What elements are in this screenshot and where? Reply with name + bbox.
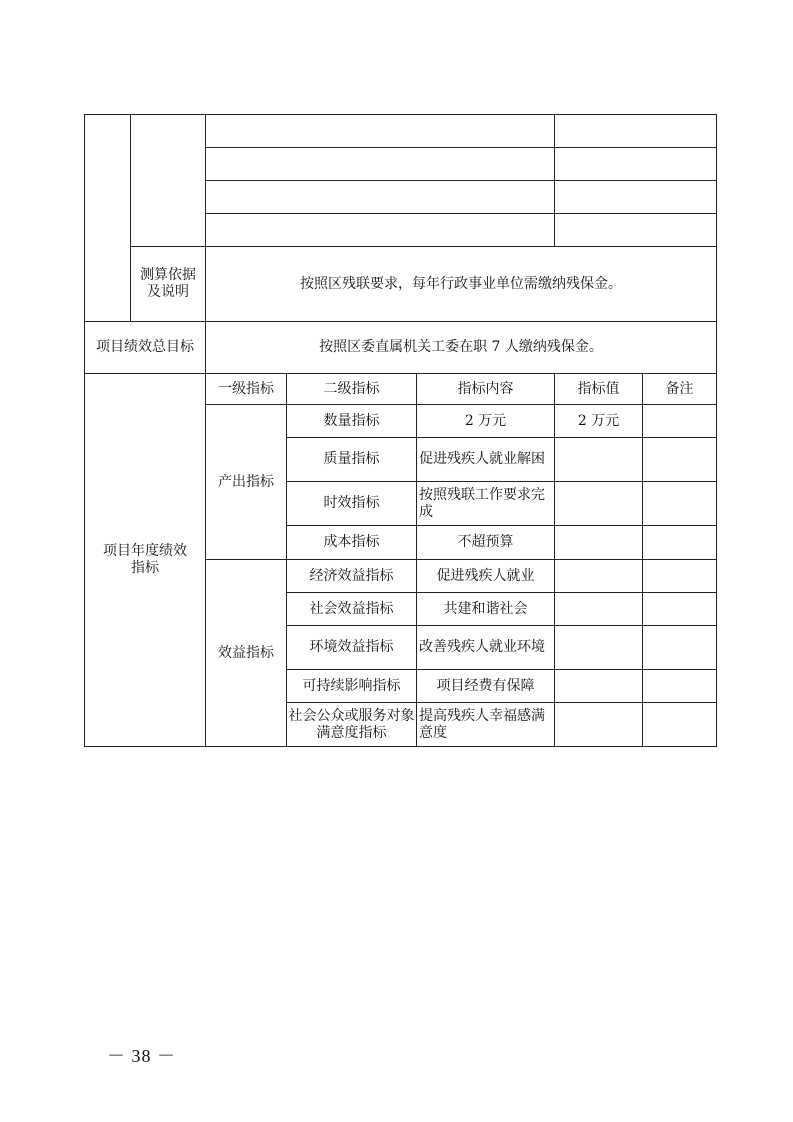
benefit-remark: [643, 670, 717, 703]
benefit-content: 提高残疾人幸福感满意度: [417, 703, 555, 747]
output-level2: 质量指标: [287, 438, 417, 482]
overall-goal-label: 项目绩效总目标: [85, 322, 206, 374]
blank-cell: [555, 148, 717, 181]
header-level1: 一级指标: [206, 374, 287, 405]
blank-cell: [206, 181, 555, 214]
blank-cell: [555, 181, 717, 214]
benefit-value: [555, 703, 643, 747]
header-value: 指标值: [555, 374, 643, 405]
output-level2: 数量指标: [287, 405, 417, 438]
blank-cell: [206, 214, 555, 247]
benefit-value: [555, 593, 643, 626]
benefit-content: 改善残疾人就业环境: [417, 626, 555, 670]
performance-table: [84, 114, 717, 747]
benefit-remark: [643, 626, 717, 670]
output-remark: [643, 438, 717, 482]
basis-text: 按照区残联要求，每年行政事业单位需缴纳残保金。: [206, 247, 717, 322]
header-level2: 二级指标: [287, 374, 417, 405]
output-content: 按照残联工作要求完成: [417, 482, 555, 526]
header-remark: 备注: [643, 374, 717, 405]
continuation-cell-sub: [131, 115, 206, 247]
output-value: [555, 482, 643, 526]
output-content: 2 万元: [417, 405, 555, 438]
benefit-content: 促进残疾人就业: [417, 560, 555, 593]
basis-label: 测算依据及说明: [131, 247, 206, 322]
output-level2: 成本指标: [287, 526, 417, 560]
benefit-content: 共建和谐社会: [417, 593, 555, 626]
benefit-content: 项目经费有保障: [417, 670, 555, 703]
annual-indicator-label: 项目年度绩效指标: [85, 374, 206, 747]
benefit-level2: 经济效益指标: [287, 560, 417, 593]
continuation-cell-left: [85, 115, 131, 322]
output-content: 促进残疾人就业解困: [417, 438, 555, 482]
header-content: 指标内容: [417, 374, 555, 405]
benefit-value: [555, 560, 643, 593]
blank-cell: [206, 148, 555, 181]
benefit-value: [555, 670, 643, 703]
benefit-level2: 社会效益指标: [287, 593, 417, 626]
output-content: 不超预算: [417, 526, 555, 560]
output-remark: [643, 405, 717, 438]
overall-goal-text: 按照区委直属机关工委在职 7 人缴纳残保金。: [206, 322, 717, 374]
benefit-remark: [643, 593, 717, 626]
output-value: [555, 438, 643, 482]
benefit-remark: [643, 703, 717, 747]
output-value: 2 万元: [555, 405, 643, 438]
output-remark: [643, 526, 717, 560]
benefit-value: [555, 626, 643, 670]
output-value: [555, 526, 643, 560]
benefit-level2: 可持续影响指标: [287, 670, 417, 703]
benefit-group-label: 效益指标: [206, 560, 287, 747]
blank-cell: [555, 115, 717, 148]
blank-cell: [206, 115, 555, 148]
blank-cell: [555, 214, 717, 247]
output-remark: [643, 482, 717, 526]
output-group-label: 产出指标: [206, 405, 287, 560]
benefit-remark: [643, 560, 717, 593]
output-level2: 时效指标: [287, 482, 417, 526]
page-number: － 38 －: [107, 1046, 176, 1066]
benefit-level2: 社会公众或服务对象满意度指标: [287, 703, 417, 747]
benefit-level2: 环境效益指标: [287, 626, 417, 670]
